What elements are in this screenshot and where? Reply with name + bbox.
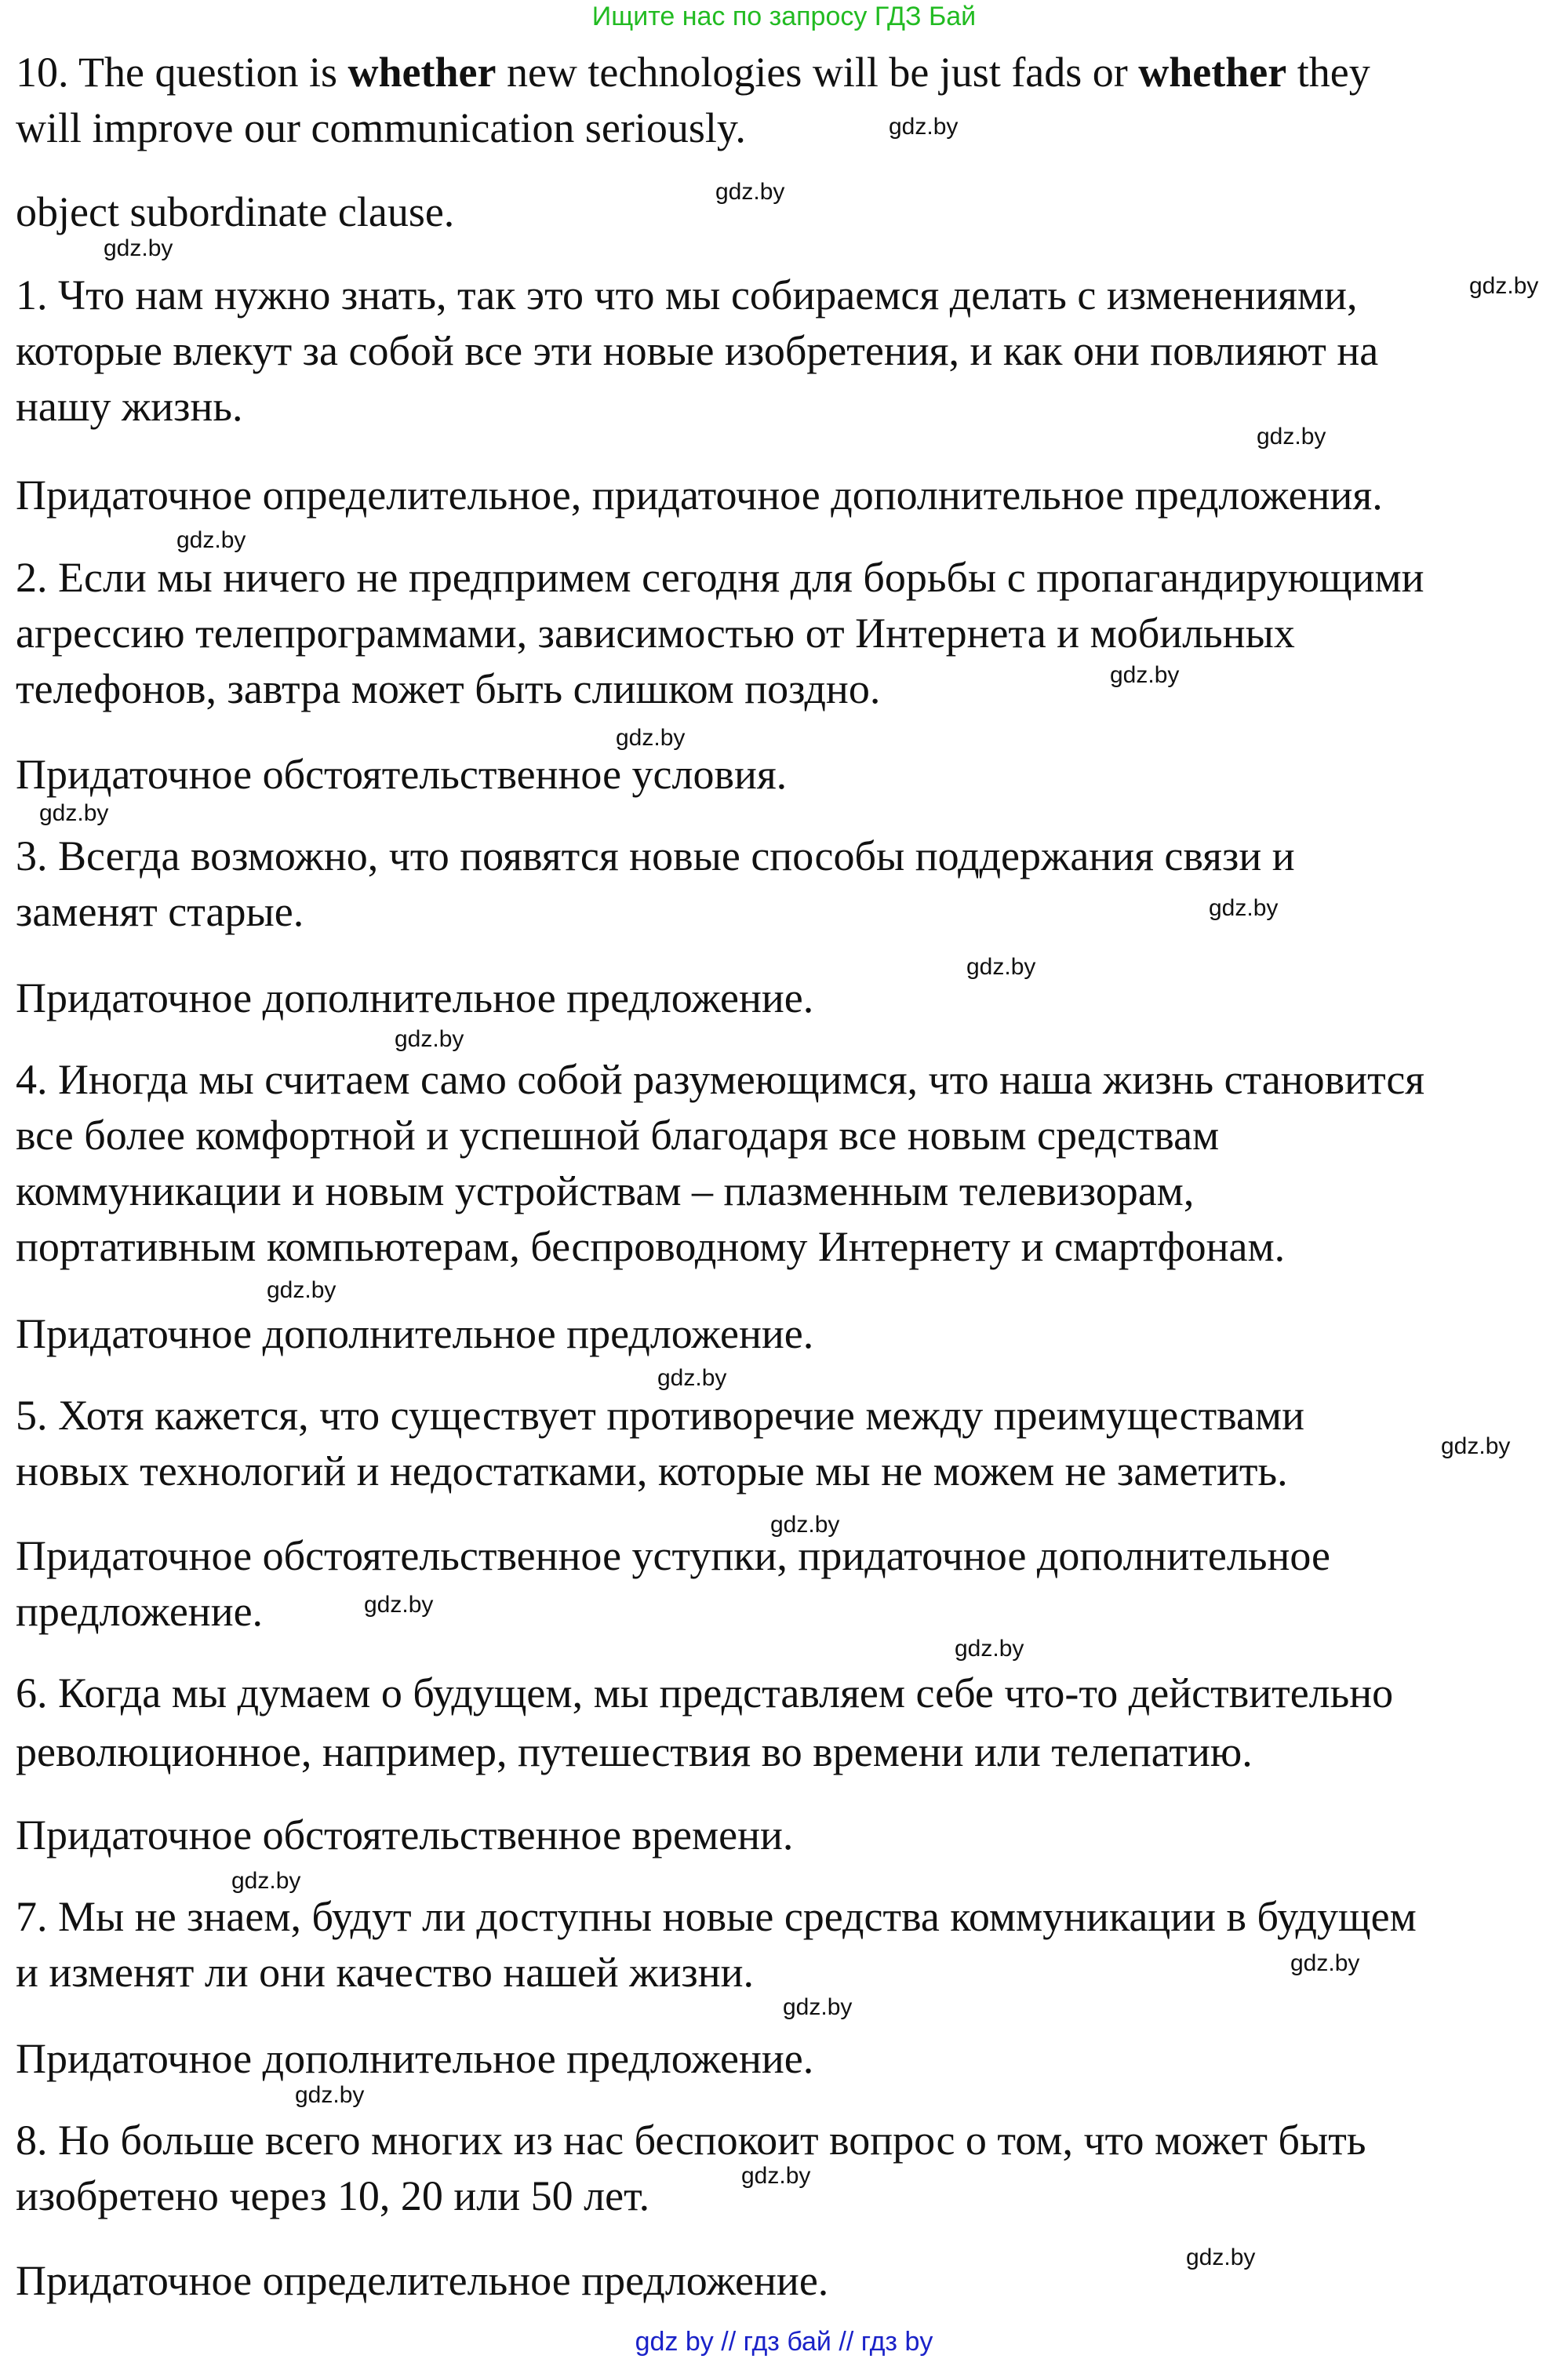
watermark: gdz.by [966, 954, 1036, 980]
item-3-line-1: 3. Всегда возможно, что появятся новые способы поддержания связи и [16, 832, 1295, 879]
item-10-answer: object subordinate clause. [16, 188, 455, 235]
watermark: gdz.by [715, 179, 785, 205]
watermark: gdz.by [1469, 273, 1539, 299]
watermark: gdz.by [364, 1592, 434, 1618]
item-10-text: 10. The question is [16, 49, 348, 96]
item-5-line-2: новых технологий и недостатками, которые мы не можем не заметить. [16, 1447, 1288, 1494]
item-10-text: they [1286, 49, 1370, 96]
watermark: gdz.by [104, 235, 173, 261]
watermark: gdz.by [741, 2163, 811, 2189]
item-8-answer: Придаточное определительное предложение. [16, 2257, 829, 2304]
item-10-line-2: will improve our communication seriously. [16, 104, 746, 151]
item-4-answer: Придаточное дополнительное предложение. [16, 1310, 814, 1357]
watermark: gdz.by [395, 1026, 464, 1052]
item-3-line-2: заменят старые. [16, 888, 304, 935]
item-2-answer: Придаточное обстоятельственное условия. [16, 751, 788, 798]
watermark: gdz.by [267, 1277, 337, 1303]
item-10-text: new technologies will be just fads or [496, 49, 1139, 96]
watermark: gdz.by [39, 800, 109, 826]
item-1-line-1: 1. Что нам нужно знать, так это что мы собираемся делать с изменениями, [16, 271, 1358, 319]
watermark: gdz.by [295, 2082, 365, 2108]
item-10-bold-whether: whether [1138, 49, 1287, 96]
item-10-line-1 [16, 49, 1370, 96]
item-2-line-2: агрессию телепрограммами, зависимостью от Интернета и мобильных [16, 610, 1295, 657]
watermark: gdz.by [616, 725, 686, 751]
item-6-line-1: 6. Когда мы думаем о будущем, мы представляем себе что-то действительно [16, 1669, 1394, 1717]
item-8-line-1: 8. Но больше всего многих из нас беспокоит вопрос о том, что может быть [16, 2117, 1366, 2164]
site-links-footer: gdz by // гдз бай // гдз by [635, 2327, 933, 2357]
item-4-line-3: коммуникации и новым устройствам – плазменным телевизорам, [16, 1167, 1195, 1214]
item-5-answer-line-1: Придаточное обстоятельственное уступки, придаточное дополнительное [16, 1532, 1331, 1579]
watermark: gdz.by [657, 1365, 727, 1391]
watermark: gdz.by [1441, 1433, 1511, 1459]
item-2-line-3: телефонов, завтра может быть слишком поздно. [16, 665, 881, 712]
watermark: gdz.by [1290, 1950, 1360, 1976]
item-8-line-2: изобретено через 10, 20 или 50 лет. [16, 2172, 650, 2219]
item-7-line-2: и изменят ли они качество нашей жизни. [16, 1949, 755, 1996]
item-2-line-1: 2. Если мы ничего не предпримем сегодня для борьбы с пропагандирующими [16, 554, 1424, 601]
item-6-answer: Придаточное обстоятельственное времени. [16, 1811, 794, 1859]
item-1-line-2: которые влекут за собой все эти новые изобретения, и как они повлияют на [16, 327, 1379, 374]
watermark: gdz.by [955, 1636, 1024, 1662]
watermark: gdz.by [889, 114, 959, 140]
watermark: gdz.by [1209, 895, 1279, 921]
watermark: gdz.by [1257, 424, 1326, 450]
watermark: gdz.by [176, 527, 246, 553]
item-3-answer: Придаточное дополнительное предложение. [16, 974, 814, 1021]
search-hint-header: Ищите нас по запросу ГДЗ Бай [591, 2, 977, 31]
item-7-line-1: 7. Мы не знаем, будут ли доступны новые средства коммуникации в будущем [16, 1893, 1417, 1940]
watermark: gdz.by [231, 1868, 301, 1894]
watermark: gdz.by [1110, 662, 1180, 688]
item-1-line-3: нашу жизнь. [16, 383, 243, 430]
item-5-answer-line-2: предложение. [16, 1588, 264, 1635]
item-7-answer: Придаточное дополнительное предложение. [16, 2035, 814, 2082]
item-4-line-1: 4. Иногда мы считаем само собой разумеющимся, что наша жизнь становится [16, 1056, 1425, 1103]
item-5-line-1: 5. Хотя кажется, что существует противоречие между преимуществами [16, 1392, 1304, 1439]
watermark: gdz.by [770, 1512, 840, 1538]
item-10-bold-whether: whether [347, 49, 497, 96]
watermark: gdz.by [783, 1994, 853, 2020]
item-1-answer: Придаточное определительное, придаточное дополнительное предложения. [16, 471, 1383, 519]
item-4-line-2: все более комфортной и успешной благодаря все новым средствам [16, 1112, 1220, 1159]
item-6-line-2: революционное, например, путешествия во времени или телепатию. [16, 1728, 1253, 1775]
watermark: gdz.by [1186, 2244, 1256, 2270]
item-4-line-4: портативным компьютерам, беспроводному Интернету и смартфонам. [16, 1223, 1286, 1270]
